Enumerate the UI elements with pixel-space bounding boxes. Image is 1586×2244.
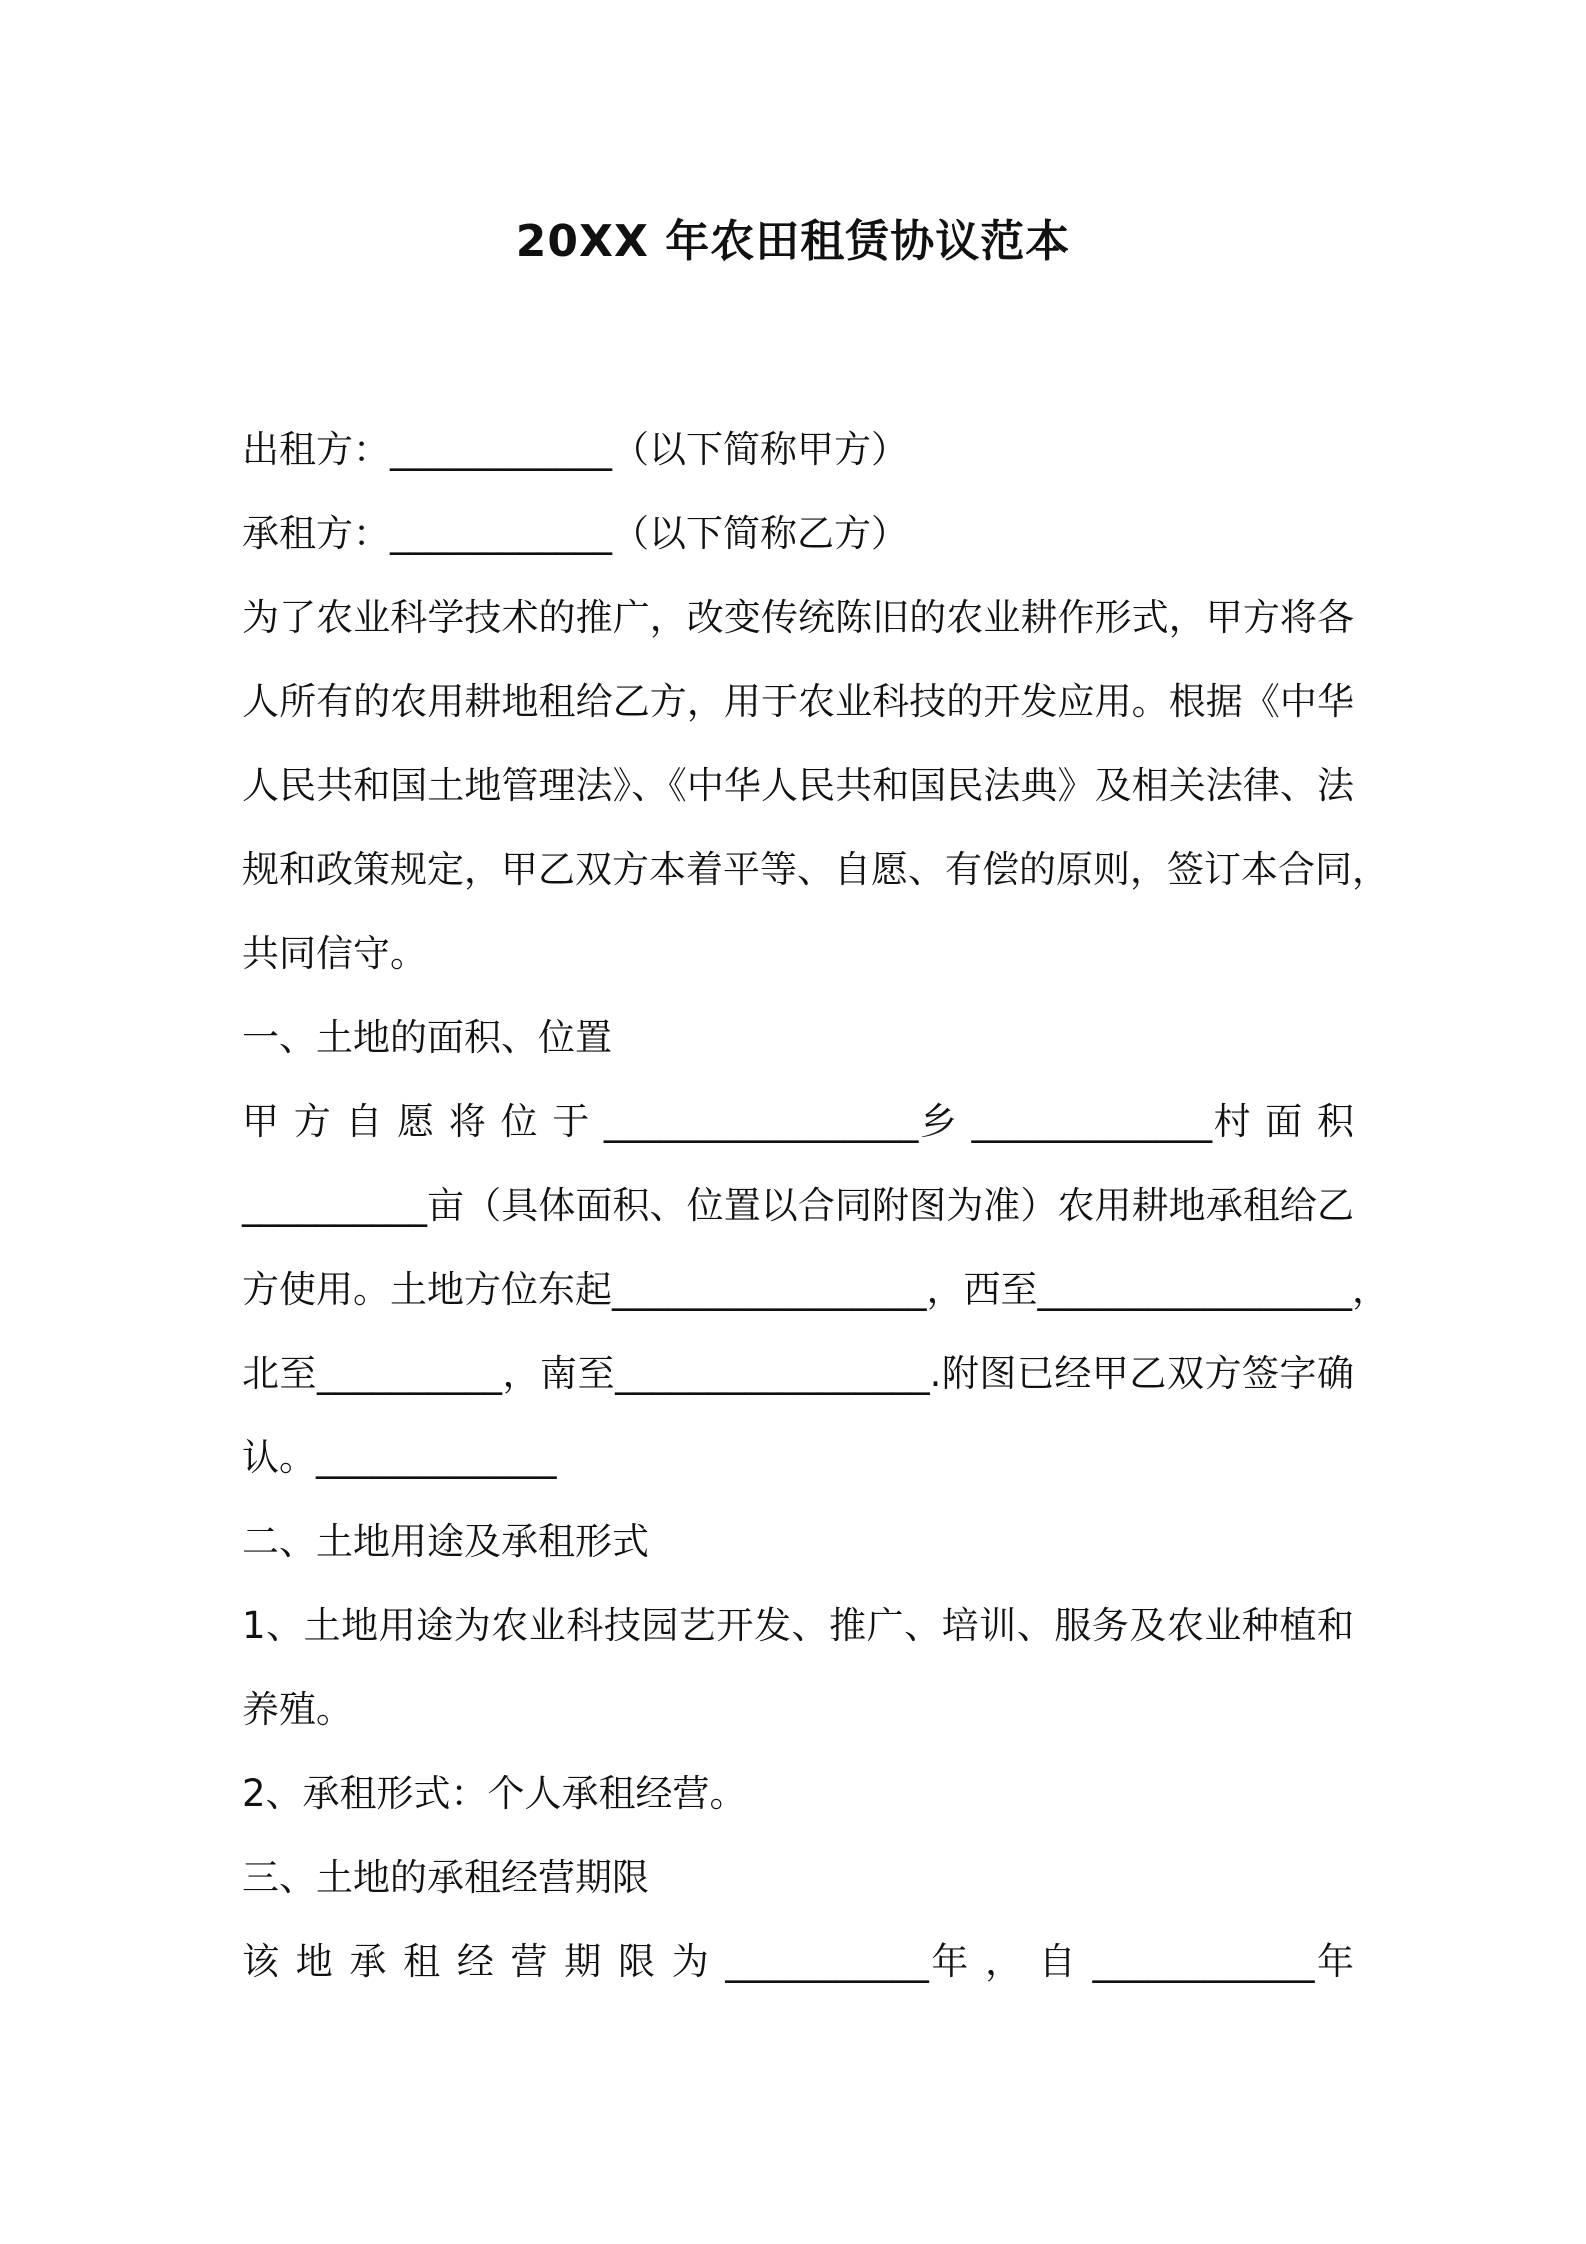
paragraph-line: 2、承租形式：个人承租经营。 bbox=[242, 1772, 747, 1815]
paragraph-line: 养殖。 bbox=[242, 1688, 353, 1731]
lessee-line: 承租方：____________（以下简称乙方） bbox=[242, 512, 908, 555]
paragraph-line: 1、土地用途为农业科技园艺开发、推广、培训、服务及农业种植和 bbox=[242, 1604, 1354, 1647]
paragraph-line: 该 地 承 租 经 营 期 限 为 ___________年 ， 自 ____________年 bbox=[242, 1940, 1354, 1983]
paragraph-line: 甲 方 自 愿 将 位 于 _________________乡 _____________村 面 积 bbox=[242, 1100, 1354, 1143]
paragraph-line: 方使用。土地方位东起_________________，西至_________________， bbox=[242, 1268, 1389, 1311]
paragraph-line: 人民共和国土地管理法》、《中华人民共和国民法典》及相关法律、法 bbox=[242, 764, 1354, 807]
paragraph-line: __________亩（具体面积、位置以合同附图为准）农用耕地承租给乙 bbox=[242, 1184, 1354, 1227]
section-heading: 三、土地的承租经营期限 bbox=[242, 1856, 649, 1899]
paragraph-line: 为了农业科学技术的推广，改变传统陈旧的农业耕作形式，甲方将各 bbox=[242, 596, 1354, 639]
section-heading: 一、土地的面积、位置 bbox=[242, 1016, 612, 1059]
section-heading: 二、土地用途及承租形式 bbox=[242, 1520, 649, 1563]
paragraph-line: 北至__________，南至_________________.附图已经甲乙双方签字确 bbox=[242, 1352, 1354, 1395]
lessor-line: 出租方：____________（以下简称甲方） bbox=[242, 428, 908, 471]
document-body bbox=[242, 408, 1389, 2004]
paragraph-line: 规和政策规定，甲乙双方本着平等、自愿、有偿的原则，签订本合同， bbox=[242, 848, 1389, 891]
paragraph-line: 共同信守。 bbox=[242, 932, 427, 975]
document-title: 20XX 年农田租赁协议范本 bbox=[515, 216, 1071, 267]
paragraph-line: 人所有的农用耕地租给乙方，用于农业科技的开发应用。根据《中华 bbox=[242, 680, 1354, 723]
paragraph-line: 认。_____________ bbox=[242, 1436, 557, 1479]
